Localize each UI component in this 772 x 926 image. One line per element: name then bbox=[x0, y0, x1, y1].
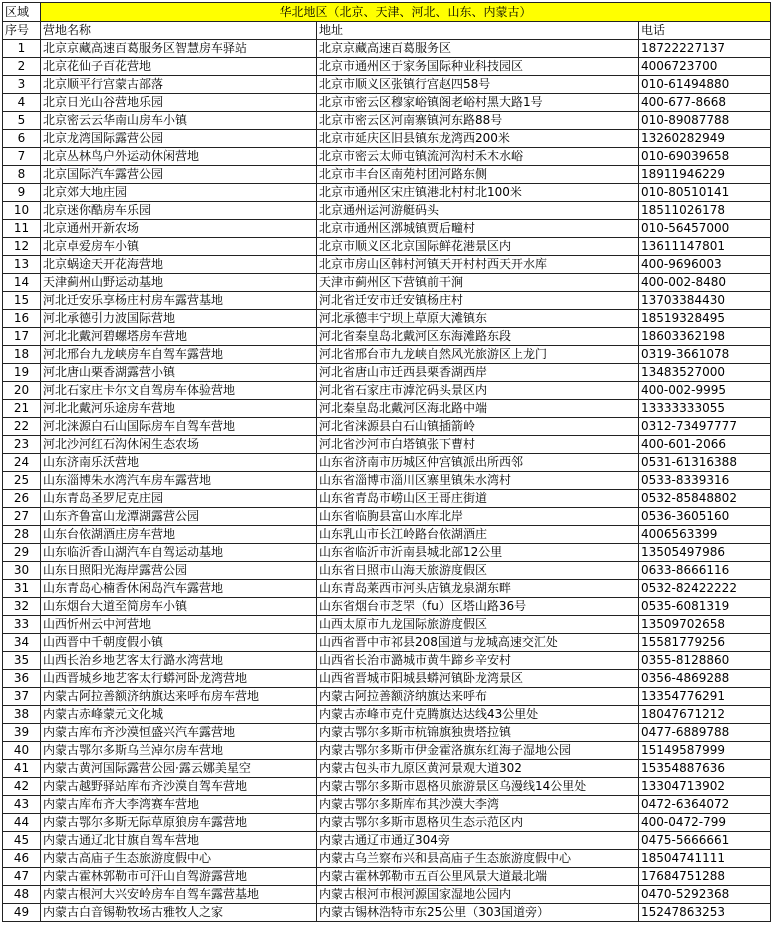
name-cell[interactable]: 河北沙河红石沟休闲生态农场 bbox=[41, 436, 317, 454]
address-cell[interactable]: 山东省淄博市淄川区寨里镇朱水湾村 bbox=[317, 472, 639, 490]
address-cell[interactable]: 山西太原市九龙国际旅游度假区 bbox=[317, 616, 639, 634]
table-row bbox=[3, 112, 771, 130]
name-cell[interactable]: 山东青岛圣罗尼克庄园 bbox=[41, 490, 317, 508]
table-row bbox=[3, 850, 771, 868]
phone-cell[interactable]: 0633-8666116 bbox=[639, 562, 771, 580]
header-phone-cell[interactable]: 电话 bbox=[639, 22, 771, 40]
phone-cell[interactable]: 010-56457000 bbox=[639, 220, 771, 238]
phone-cell[interactable]: 13304713902 bbox=[639, 778, 771, 796]
index-cell[interactable]: 29 bbox=[3, 544, 41, 562]
address-cell[interactable]: 山东省日照市山海天旅游度假区 bbox=[317, 562, 639, 580]
phone-cell[interactable]: 010-69039658 bbox=[639, 148, 771, 166]
index-cell[interactable]: 1 bbox=[3, 40, 41, 58]
name-cell[interactable]: 山西长治乡地艺客太行潞水湾营地 bbox=[41, 652, 317, 670]
table-row bbox=[3, 742, 771, 760]
index-cell[interactable]: 15 bbox=[3, 292, 41, 310]
name-cell[interactable]: 北京通州开新农场 bbox=[41, 220, 317, 238]
name-cell[interactable]: 北京蜗途天开花海营地 bbox=[41, 256, 317, 274]
phone-cell[interactable]: 010-89087788 bbox=[639, 112, 771, 130]
name-cell[interactable]: 河北北戴河碧螺塔房车营地 bbox=[41, 328, 317, 346]
header-name-cell[interactable]: 营地名称 bbox=[41, 22, 317, 40]
table-row bbox=[3, 148, 771, 166]
index-cell[interactable]: 5 bbox=[3, 112, 41, 130]
name-cell[interactable]: 内蒙古阿拉善额济纳旗达来呼布房车营地 bbox=[41, 688, 317, 706]
name-cell[interactable]: 河北迁安乐享杨庄村房车露营基地 bbox=[41, 292, 317, 310]
index-cell[interactable]: 39 bbox=[3, 724, 41, 742]
index-cell[interactable]: 12 bbox=[3, 238, 41, 256]
address-cell[interactable]: 内蒙古赤峰市克什克腾旗达达线43公里处 bbox=[317, 706, 639, 724]
address-cell[interactable]: 山东省青岛市崂山区王哥庄街道 bbox=[317, 490, 639, 508]
phone-cell[interactable]: 0477-6889788 bbox=[639, 724, 771, 742]
phone-cell[interactable]: 18504741111 bbox=[639, 850, 771, 868]
address-cell[interactable]: 北京市延庆区旧县镇东龙湾西200米 bbox=[317, 130, 639, 148]
name-cell[interactable]: 山东台依湖酒庄房车营地 bbox=[41, 526, 317, 544]
address-cell[interactable]: 河北省邢台市九龙峡自然风光旅游区上龙门 bbox=[317, 346, 639, 364]
address-cell[interactable]: 北京市顺义区北京国际鲜花港景区内 bbox=[317, 238, 639, 256]
name-cell[interactable]: 河北唐山栗香湖露营小镇 bbox=[41, 364, 317, 382]
address-cell[interactable]: 内蒙古包头市九原区黄河景观大道302 bbox=[317, 760, 639, 778]
address-cell[interactable]: 内蒙古根河市根河源国家湿地公园内 bbox=[317, 886, 639, 904]
name-cell[interactable]: 山东济南乐沃营地 bbox=[41, 454, 317, 472]
table-row bbox=[3, 508, 771, 526]
table-row bbox=[3, 400, 771, 418]
name-cell[interactable]: 内蒙古库布齐沙漠恒盛兴汽车露营地 bbox=[41, 724, 317, 742]
name-cell[interactable]: 山东淄博朱水湾汽车房车露营地 bbox=[41, 472, 317, 490]
address-cell[interactable]: 北京市通州区于家务国际种业科技园区 bbox=[317, 58, 639, 76]
index-cell[interactable]: 32 bbox=[3, 598, 41, 616]
index-cell[interactable]: 48 bbox=[3, 886, 41, 904]
phone-cell[interactable]: 13703384430 bbox=[639, 292, 771, 310]
table-row bbox=[3, 706, 771, 724]
table-row bbox=[3, 40, 771, 58]
table-row bbox=[3, 292, 771, 310]
phone-cell[interactable]: 0531-61316388 bbox=[639, 454, 771, 472]
table-row bbox=[3, 238, 771, 256]
index-cell[interactable]: 30 bbox=[3, 562, 41, 580]
address-cell[interactable]: 内蒙古鄂尔多斯市恩格贝旅游景区乌漫线14公里处 bbox=[317, 778, 639, 796]
phone-cell[interactable]: 18047671212 bbox=[639, 706, 771, 724]
table-row bbox=[3, 472, 771, 490]
phone-cell[interactable]: 010-61494880 bbox=[639, 76, 771, 94]
index-cell[interactable]: 43 bbox=[3, 796, 41, 814]
address-cell[interactable]: 河北省迁安市迁安镇杨庄村 bbox=[317, 292, 639, 310]
table-row bbox=[3, 382, 771, 400]
address-cell[interactable]: 河北省秦皇岛北戴河区东海滩路东段 bbox=[317, 328, 639, 346]
index-cell[interactable]: 26 bbox=[3, 490, 41, 508]
name-cell[interactable]: 河北北戴河乐途房车营地 bbox=[41, 400, 317, 418]
phone-cell[interactable]: 0356-4869288 bbox=[639, 670, 771, 688]
table-body bbox=[3, 40, 771, 922]
address-cell[interactable]: 河北省涞源县白石山镇插箭岭 bbox=[317, 418, 639, 436]
index-cell[interactable]: 31 bbox=[3, 580, 41, 598]
index-cell[interactable]: 20 bbox=[3, 382, 41, 400]
address-cell[interactable]: 内蒙古霍林郭勒市五百公里风景大道最北端 bbox=[317, 868, 639, 886]
index-cell[interactable]: 24 bbox=[3, 454, 41, 472]
table-row bbox=[3, 760, 771, 778]
phone-cell[interactable]: 400-002-9995 bbox=[639, 382, 771, 400]
table-row bbox=[3, 184, 771, 202]
phone-cell[interactable]: 13354776291 bbox=[639, 688, 771, 706]
table-row bbox=[3, 616, 771, 634]
index-cell[interactable]: 35 bbox=[3, 652, 41, 670]
table-row bbox=[3, 670, 771, 688]
table-row bbox=[3, 130, 771, 148]
table-row bbox=[3, 220, 771, 238]
address-cell[interactable]: 山东省临沂市沂南县城北部12公里 bbox=[317, 544, 639, 562]
phone-cell[interactable]: 18911946229 bbox=[639, 166, 771, 184]
name-cell[interactable]: 内蒙古库布齐大李湾赛车营地 bbox=[41, 796, 317, 814]
table-row bbox=[3, 436, 771, 454]
address-cell[interactable]: 北京京藏高速百葛服务区 bbox=[317, 40, 639, 58]
index-cell[interactable]: 44 bbox=[3, 814, 41, 832]
address-cell[interactable]: 北京市通州区漷城镇贾后疃村 bbox=[317, 220, 639, 238]
table-row bbox=[3, 454, 771, 472]
name-cell[interactable]: 内蒙古根河大兴安岭房车自驾车露营基地 bbox=[41, 886, 317, 904]
table-row bbox=[3, 544, 771, 562]
name-cell[interactable]: 河北石家庄卡尔文自驾房车体验营地 bbox=[41, 382, 317, 400]
name-cell[interactable]: 山东烟台大道至简房车小镇 bbox=[41, 598, 317, 616]
table-row bbox=[3, 274, 771, 292]
name-cell[interactable]: 内蒙古赤峰蒙元文化城 bbox=[41, 706, 317, 724]
address-cell[interactable]: 河北秦皇岛北戴河区海北路中端 bbox=[317, 400, 639, 418]
index-cell[interactable]: 46 bbox=[3, 850, 41, 868]
phone-cell[interactable]: 18511026178 bbox=[639, 202, 771, 220]
table-row bbox=[3, 490, 771, 508]
index-cell[interactable]: 42 bbox=[3, 778, 41, 796]
name-cell[interactable]: 北京花仙子百花营地 bbox=[41, 58, 317, 76]
address-cell[interactable]: 内蒙古锡林浩特市东25公里（303国道旁） bbox=[317, 904, 639, 922]
phone-cell[interactable]: 17684751288 bbox=[639, 868, 771, 886]
phone-cell[interactable]: 400-0472-799 bbox=[639, 814, 771, 832]
index-cell[interactable]: 49 bbox=[3, 904, 41, 922]
address-cell[interactable]: 内蒙古鄂尔多斯市杭锦旗独贵塔拉镇 bbox=[317, 724, 639, 742]
phone-cell[interactable]: 4006563399 bbox=[639, 526, 771, 544]
name-cell[interactable]: 内蒙古越野驿站库布齐沙漠自驾车营地 bbox=[41, 778, 317, 796]
address-cell[interactable]: 北京市丰台区南苑村团河路东侧 bbox=[317, 166, 639, 184]
index-cell[interactable]: 36 bbox=[3, 670, 41, 688]
address-cell[interactable]: 山西省晋城市阳城县蟒河镇卧龙湾景区 bbox=[317, 670, 639, 688]
address-cell[interactable]: 内蒙古通辽市通辽304旁 bbox=[317, 832, 639, 850]
phone-cell[interactable]: 010-80510141 bbox=[639, 184, 771, 202]
address-cell[interactable]: 天津市蓟州区下营镇前干涧 bbox=[317, 274, 639, 292]
table-row bbox=[3, 652, 771, 670]
name-cell[interactable]: 河北承德引力波国际营地 bbox=[41, 310, 317, 328]
phone-cell[interactable]: 18519328495 bbox=[639, 310, 771, 328]
table-row bbox=[3, 562, 771, 580]
name-cell[interactable]: 内蒙古霍林郭勒市可汗山自驾游露营地 bbox=[41, 868, 317, 886]
index-cell[interactable]: 6 bbox=[3, 130, 41, 148]
phone-cell[interactable]: 0355-8128860 bbox=[639, 652, 771, 670]
address-cell[interactable]: 山东省临朐县富山水库北岸 bbox=[317, 508, 639, 526]
index-cell[interactable]: 10 bbox=[3, 202, 41, 220]
table-row bbox=[3, 886, 771, 904]
name-cell[interactable]: 内蒙古高庙子生态旅游度假中心 bbox=[41, 850, 317, 868]
phone-cell[interactable]: 0532-82422222 bbox=[639, 580, 771, 598]
address-cell[interactable]: 山西省长治市潞城市黄牛蹄乡辛安村 bbox=[317, 652, 639, 670]
phone-cell[interactable]: 15247863253 bbox=[639, 904, 771, 922]
name-cell[interactable]: 北京京藏高速百葛服务区智慧房车驿站 bbox=[41, 40, 317, 58]
region-row bbox=[3, 3, 771, 22]
index-cell[interactable]: 23 bbox=[3, 436, 41, 454]
index-cell[interactable]: 27 bbox=[3, 508, 41, 526]
region-label-cell[interactable]: 区域 bbox=[3, 3, 41, 22]
index-cell[interactable]: 3 bbox=[3, 76, 41, 94]
address-cell[interactable]: 山东乳山市长江岭路台依湖酒庄 bbox=[317, 526, 639, 544]
name-cell[interactable]: 山西晋城乡地艺客太行蟒河卧龙湾营地 bbox=[41, 670, 317, 688]
address-cell[interactable]: 内蒙古乌兰察布兴和县高庙子生态旅游度假中心 bbox=[317, 850, 639, 868]
table-row bbox=[3, 832, 771, 850]
table-row bbox=[3, 526, 771, 544]
address-cell[interactable]: 山东省济南市历城区仲宫镇派出所西邻 bbox=[317, 454, 639, 472]
address-cell[interactable]: 山东青岛莱西市河头店镇龙泉湖东畔 bbox=[317, 580, 639, 598]
phone-cell[interactable]: 0472-6364072 bbox=[639, 796, 771, 814]
phone-cell[interactable]: 0535-6081319 bbox=[639, 598, 771, 616]
header-address-cell[interactable]: 地址 bbox=[317, 22, 639, 40]
index-cell[interactable]: 17 bbox=[3, 328, 41, 346]
name-cell[interactable]: 北京国际汽车露营公园 bbox=[41, 166, 317, 184]
table-row bbox=[3, 796, 771, 814]
address-cell[interactable]: 北京通州运河游艇码头 bbox=[317, 202, 639, 220]
table-row bbox=[3, 166, 771, 184]
phone-cell[interactable]: 13505497986 bbox=[639, 544, 771, 562]
address-cell[interactable]: 北京市密云区河南寨镇河东路88号 bbox=[317, 112, 639, 130]
phone-cell[interactable]: 15581779256 bbox=[639, 634, 771, 652]
table-row bbox=[3, 94, 771, 112]
index-cell[interactable]: 41 bbox=[3, 760, 41, 778]
name-cell[interactable]: 北京日光山谷营地乐园 bbox=[41, 94, 317, 112]
phone-cell[interactable]: 0319-3661078 bbox=[639, 346, 771, 364]
phone-cell[interactable]: 0532-85848802 bbox=[639, 490, 771, 508]
address-cell[interactable]: 河北承德丰宁坝上草原大滩镇东 bbox=[317, 310, 639, 328]
table-row bbox=[3, 364, 771, 382]
index-cell[interactable]: 16 bbox=[3, 310, 41, 328]
table-row bbox=[3, 724, 771, 742]
phone-cell[interactable]: 0536-3605160 bbox=[639, 508, 771, 526]
address-cell[interactable]: 内蒙古鄂尔多斯市恩格贝生态示范区内 bbox=[317, 814, 639, 832]
name-cell[interactable]: 山东齐鲁富山龙潭湖露营公园 bbox=[41, 508, 317, 526]
name-cell[interactable]: 北京丛林鸟户外运动休闲营地 bbox=[41, 148, 317, 166]
address-cell[interactable]: 河北省石家庄市滹沱码头景区内 bbox=[317, 382, 639, 400]
name-cell[interactable]: 河北邢台九龙峡房车自驾车露营地 bbox=[41, 346, 317, 364]
name-cell[interactable]: 北京迷你酷房车乐园 bbox=[41, 202, 317, 220]
address-cell[interactable]: 北京市房山区韩村河镇天开村村西天开水库 bbox=[317, 256, 639, 274]
phone-cell[interactable]: 400-002-8480 bbox=[639, 274, 771, 292]
index-cell[interactable]: 9 bbox=[3, 184, 41, 202]
table-row bbox=[3, 598, 771, 616]
name-cell[interactable]: 北京龙湾国际露营公园 bbox=[41, 130, 317, 148]
phone-cell[interactable]: 15149587999 bbox=[639, 742, 771, 760]
index-cell[interactable]: 25 bbox=[3, 472, 41, 490]
address-cell[interactable]: 河北省沙河市白塔镇张下曹村 bbox=[317, 436, 639, 454]
name-cell[interactable]: 山西忻州云中河营地 bbox=[41, 616, 317, 634]
index-cell[interactable]: 22 bbox=[3, 418, 41, 436]
table-row bbox=[3, 346, 771, 364]
table-row bbox=[3, 688, 771, 706]
name-cell[interactable]: 山西晋中千朝度假小镇 bbox=[41, 634, 317, 652]
table-row bbox=[3, 202, 771, 220]
index-cell[interactable]: 34 bbox=[3, 634, 41, 652]
table-row bbox=[3, 256, 771, 274]
table-row bbox=[3, 580, 771, 598]
campsite-table bbox=[2, 2, 771, 922]
table-row bbox=[3, 634, 771, 652]
table-row bbox=[3, 76, 771, 94]
table-row bbox=[3, 868, 771, 886]
index-cell[interactable]: 19 bbox=[3, 364, 41, 382]
header-row bbox=[3, 22, 771, 40]
name-cell[interactable]: 山东日照阳光海岸露营公园 bbox=[41, 562, 317, 580]
index-cell[interactable]: 11 bbox=[3, 220, 41, 238]
table-row bbox=[3, 778, 771, 796]
phone-cell[interactable]: 400-677-8668 bbox=[639, 94, 771, 112]
phone-cell[interactable]: 13483527000 bbox=[639, 364, 771, 382]
index-cell[interactable]: 45 bbox=[3, 832, 41, 850]
phone-cell[interactable]: 0312-73497777 bbox=[639, 418, 771, 436]
name-cell[interactable]: 内蒙古白音锡勒牧场古雅牧人之家 bbox=[41, 904, 317, 922]
address-cell[interactable]: 山东省烟台市芝罘（fu）区塔山路36号 bbox=[317, 598, 639, 616]
name-cell[interactable]: 北京密云云华南山房车小镇 bbox=[41, 112, 317, 130]
index-cell[interactable]: 40 bbox=[3, 742, 41, 760]
table-row bbox=[3, 58, 771, 76]
address-cell[interactable]: 北京市顺义区张镇行宫赵四58号 bbox=[317, 76, 639, 94]
index-cell[interactable]: 21 bbox=[3, 400, 41, 418]
header-index-cell[interactable]: 序号 bbox=[3, 22, 41, 40]
table-row bbox=[3, 814, 771, 832]
address-cell[interactable]: 内蒙古鄂尔多斯库布其沙漠大李湾 bbox=[317, 796, 639, 814]
phone-cell[interactable]: 400-601-2066 bbox=[639, 436, 771, 454]
index-cell[interactable]: 28 bbox=[3, 526, 41, 544]
phone-cell[interactable]: 4006723700 bbox=[639, 58, 771, 76]
name-cell[interactable]: 天津蓟州山野运动基地 bbox=[41, 274, 317, 292]
index-cell[interactable]: 37 bbox=[3, 688, 41, 706]
index-cell[interactable]: 47 bbox=[3, 868, 41, 886]
phone-cell[interactable]: 0475-5666661 bbox=[639, 832, 771, 850]
name-cell[interactable]: 北京顺平行宫蒙古部落 bbox=[41, 76, 317, 94]
address-cell[interactable]: 北京市密云区穆家峪镇阁老峪村黑大路1号 bbox=[317, 94, 639, 112]
index-cell[interactable]: 4 bbox=[3, 94, 41, 112]
phone-cell[interactable]: 18722227137 bbox=[639, 40, 771, 58]
phone-cell[interactable]: 400-9696003 bbox=[639, 256, 771, 274]
name-cell[interactable]: 北京郊大地庄园 bbox=[41, 184, 317, 202]
phone-cell[interactable]: 0470-5292368 bbox=[639, 886, 771, 904]
phone-cell[interactable]: 13611147801 bbox=[639, 238, 771, 256]
name-cell[interactable]: 北京卓爱房车小镇 bbox=[41, 238, 317, 256]
phone-cell[interactable]: 13509702658 bbox=[639, 616, 771, 634]
phone-cell[interactable]: 0533-8339316 bbox=[639, 472, 771, 490]
name-cell[interactable]: 内蒙古鄂尔多斯乌兰淖尔房车营地 bbox=[41, 742, 317, 760]
spreadsheet bbox=[2, 2, 770, 922]
address-cell[interactable]: 北京市密云太师屯镇流河沟村禾木水峪 bbox=[317, 148, 639, 166]
index-cell[interactable]: 7 bbox=[3, 148, 41, 166]
address-cell[interactable]: 河北省唐山市迁西县栗香湖西岸 bbox=[317, 364, 639, 382]
address-cell[interactable]: 内蒙古阿拉善额济纳旗达来呼布 bbox=[317, 688, 639, 706]
index-cell[interactable]: 33 bbox=[3, 616, 41, 634]
table-row bbox=[3, 904, 771, 922]
name-cell[interactable]: 内蒙古黄河国际露营公园·露云娜美星空 bbox=[41, 760, 317, 778]
name-cell[interactable]: 山东青岛心楠香休闲岛汽车露营地 bbox=[41, 580, 317, 598]
index-cell[interactable]: 14 bbox=[3, 274, 41, 292]
region-title-cell[interactable]: 华北地区（北京、天津、河北、山东、内蒙古） bbox=[41, 3, 771, 22]
name-cell[interactable]: 河北涞源白石山国际房车自驾车营地 bbox=[41, 418, 317, 436]
index-cell[interactable]: 13 bbox=[3, 256, 41, 274]
table-row bbox=[3, 328, 771, 346]
address-cell[interactable]: 北京市通州区宋庄镇港北村村北100米 bbox=[317, 184, 639, 202]
index-cell[interactable]: 2 bbox=[3, 58, 41, 76]
index-cell[interactable]: 18 bbox=[3, 346, 41, 364]
phone-cell[interactable]: 13333333055 bbox=[639, 400, 771, 418]
name-cell[interactable]: 内蒙古通辽北甘旗自驾车营地 bbox=[41, 832, 317, 850]
index-cell[interactable]: 8 bbox=[3, 166, 41, 184]
table-row bbox=[3, 310, 771, 328]
phone-cell[interactable]: 18603362198 bbox=[639, 328, 771, 346]
address-cell[interactable]: 内蒙古鄂尔多斯市伊金霍洛旗东红海子湿地公园 bbox=[317, 742, 639, 760]
address-cell[interactable]: 山西省晋中市祁县208国道与龙城高速交汇处 bbox=[317, 634, 639, 652]
name-cell[interactable]: 内蒙古鄂尔多斯无际草原狼房车露营地 bbox=[41, 814, 317, 832]
phone-cell[interactable]: 15354887636 bbox=[639, 760, 771, 778]
table-row bbox=[3, 418, 771, 436]
phone-cell[interactable]: 13260282949 bbox=[639, 130, 771, 148]
name-cell[interactable]: 山东临沂香山湖汽车自驾运动基地 bbox=[41, 544, 317, 562]
index-cell[interactable]: 38 bbox=[3, 706, 41, 724]
